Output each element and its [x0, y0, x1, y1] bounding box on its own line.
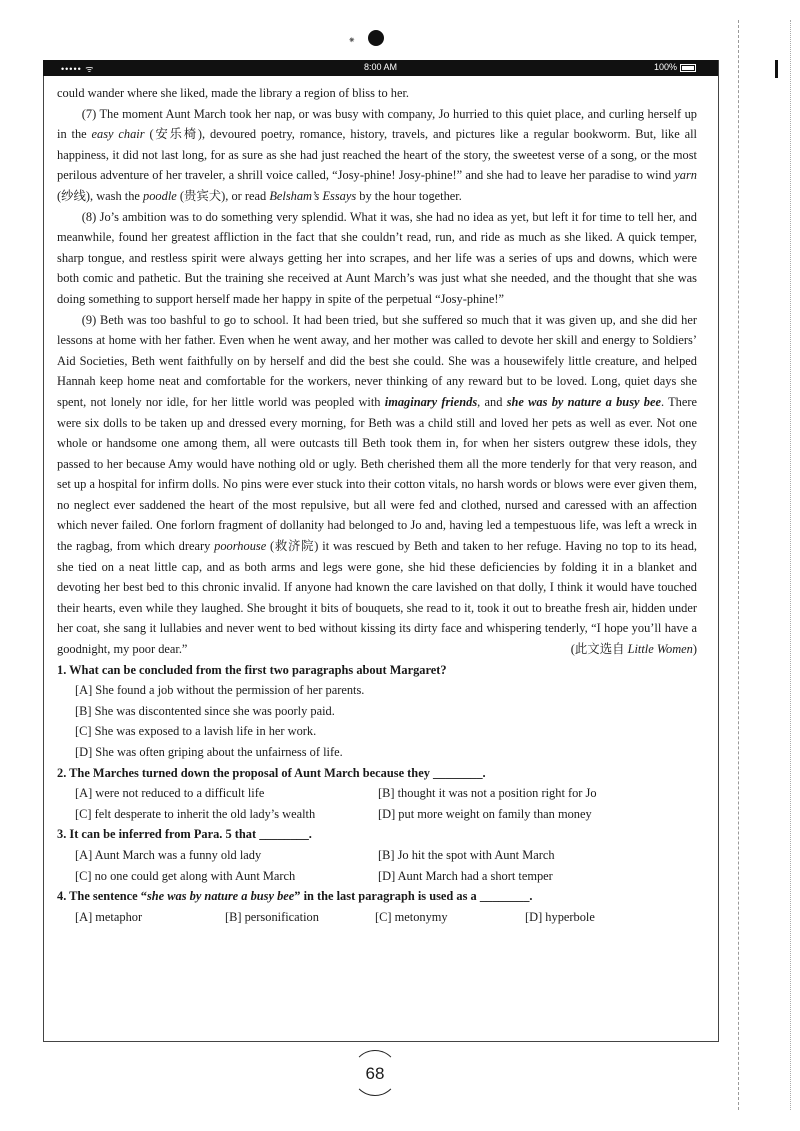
status-bar — [43, 60, 718, 76]
question-2-option-a[interactable]: [A] were not reduced to a difficult life — [75, 786, 265, 801]
question-1-option-b[interactable]: [B] She was discontented since she was poorly paid. — [75, 703, 335, 718]
question-1-stem: 1. What can be concluded from the first two paragraphs about Margaret? — [57, 662, 447, 677]
top-print-mark — [348, 29, 388, 49]
paragraph-7: (7) The moment Aunt March took her nap, or was busy with company, Jo hurried to this quiet place, and curling herself up in the easy chair (安乐椅), devoured poetry, romance, history, travels, and pictures like a regular bookworm. But, like all happiness, it did not last long, for as sure as she had just reached the heart of the story, the sweetest verse of a song, or the most perilous adventure of her traveler, a shrill voice called, “Josy-phine! Josy-phine!” and she had to leave her paradise to wind yarn (纱线), wash the poodle (贵宾犬), or read Belsham’s Essays by the hour together. — [57, 106, 697, 203]
question-2-options-row-1 — [57, 783, 697, 804]
question-2-option-d[interactable]: [D] put more weight on family than money — [378, 806, 592, 821]
signal-indicator: ••••• ᯤ — [61, 64, 95, 74]
question-3-options-row-2 — [57, 866, 697, 887]
question-4-option-c[interactable]: [C] metonymy — [375, 909, 448, 924]
term-imaginary-friends: imaginary friends — [384, 394, 478, 409]
question-4-option-d[interactable]: [D] hyperbole — [525, 909, 595, 924]
reading-content — [57, 83, 697, 927]
term-yarn: yarn — [674, 168, 697, 183]
question-3-option-b[interactable]: [B] Jo hit the spot with Aunt March — [378, 847, 555, 862]
status-time: 8:00 AM — [363, 62, 398, 72]
question-4-quote: she was by nature a busy bee — [146, 889, 295, 904]
term-poorhouse: poorhouse — [214, 539, 267, 554]
question-3-option-a[interactable]: [A] Aunt March was a funny old lady — [75, 847, 262, 862]
term-essays: Belsham’s Essays — [269, 188, 357, 203]
question-1-option-c[interactable]: [C] She was exposed to a lavish life in her work. — [75, 724, 317, 739]
question-2-option-c[interactable]: [C] felt desperate to inherit the old lady’s wealth — [75, 806, 316, 821]
question-1-option-d[interactable]: [D] She was often griping about the unfairness of life. — [75, 745, 343, 759]
question-3-options-row-1 — [57, 845, 697, 866]
term-busy-bee: she was by nature a busy bee — [506, 394, 661, 409]
paragraph-continued: could wander where she liked, made the library a region of bliss to her. — [57, 86, 409, 100]
battery-percent: 100% — [653, 62, 677, 72]
question-4-stem: 4. The sentence “she was by nature a busy bee” in the last paragraph is used as a ________. — [57, 889, 533, 904]
page-number: 68 — [365, 1064, 385, 1083]
question-2-option-b[interactable]: [B] thought it was not a position right for Jo — [378, 786, 597, 801]
paragraph-8: (8) Jo’s ambition was to do something very splendid. What it was, she had no idea as yet, but left it for time to tell her, and meanwhile, found her greatest affliction in the fact that she couldn’t read, run, and ride as much as she liked. A quick temper, sharp tongue, and restless spirit were always getting her into scrapes, and her life was a series of ups and downs, which were both comic and pathetic. But the training she received at Aunt March’s was just what she needed, and the thought that she was doing something to support herself made her happy in spite of the perpetual “Josy-phine!” — [57, 209, 697, 306]
page-number-badge — [352, 1050, 400, 1098]
question-3-option-d[interactable]: [D] Aunt March had a short temper — [378, 868, 553, 883]
term-poodle: poodle — [143, 188, 177, 203]
question-1-option-a[interactable]: [A] She found a job without the permission of her parents. — [75, 683, 365, 698]
small-print-glyph: ⁕ — [348, 35, 356, 45]
paragraph-9: (9) Beth was too bashful to go to school. It had been tried, but she suffered so much that it was given up, and she did her lessons at home with her father. Even when he went away, and her mother was called to devote her skill and energy to Soldiers’ Aid Societies, Beth went faithfully on by herself and did the best she could. She was a housewifely little creature, and helped Hannah keep home neat and comfortable for the workers, never thinking of any reward but to be loved. Long, quiet days she spent, not lonely nor idle, for her little world was peopled with imaginary friends, and she was by nature a busy bee. There were six dolls to be taken up and dressed every morning, for Beth was a child still and loved her pets as well as ever. Not one whole or handsome one among them, all were outcasts till Beth took them in, for when her sisters outgrew these idols, they passed to her because Amy would have nothing old or ugly. Beth cherished them all the more tenderly for that very reason, and set up a hospital for infirm dolls. No pins were ever stuck into their cotton vitals, no harsh words or blows were ever given them, no neglect ever saddened the heart of the most repulsive, but all were fed and clothed, nursed and caressed with an affection which never failed. One forlorn fragment of dollanity had belonged to Jo and, having led a tempestuous life, was left a wreck in the ragbag, from which dreary poorhouse (救济院) it was rescued by Beth and taken to her refuge. Having no top to its head, she tied on a neat little cap, and as both arms and legs were gone, she hid these deficiencies by folding it in a blanket and devoting her best bed to this chronic invalid. If anyone had known the care lavished on that dolly, I think it would have touched their hearts, even while they laughed. She brought it bits of bouquets, she read to it, took it out to breathe fresh air, hidden under her coat, she sang it lullabies and never went to bed without kissing its dirty face and whispering tenderly, “I hope you’ll have a goodnight, my poor dear.” (此文选自 Little Women) — [57, 310, 697, 660]
margin-bar — [775, 60, 778, 78]
question-2-stem: 2. The Marches turned down the proposal of Aunt March because they ________. — [57, 765, 486, 780]
question-4-option-a[interactable]: [A] metaphor — [75, 909, 143, 924]
term-easy-chair: easy chair — [91, 127, 145, 142]
question-4-options — [57, 907, 697, 928]
registration-dot — [368, 30, 384, 46]
source-note: (此文选自 Little Women) — [570, 642, 697, 657]
question-3-option-c[interactable]: [C] no one could get along with Aunt March — [75, 868, 296, 883]
battery-indicator — [654, 62, 696, 72]
question-2-options-row-2 — [57, 804, 697, 825]
question-3-stem: 3. It can be inferred from Para. 5 that ________. — [57, 827, 312, 842]
battery-icon — [680, 64, 696, 72]
margin-rule-outer — [790, 20, 792, 1110]
margin-rule — [738, 20, 740, 1110]
question-4-option-b[interactable]: [B] personification — [225, 909, 319, 924]
